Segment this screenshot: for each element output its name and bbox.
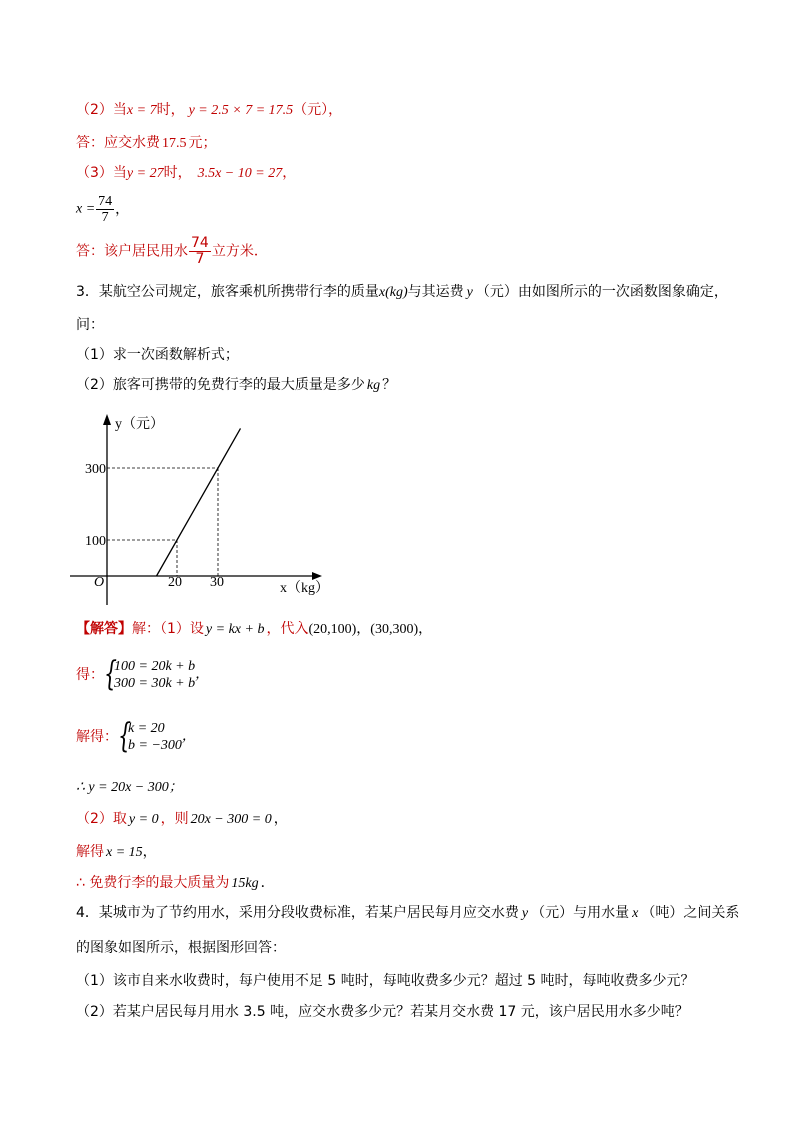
solution-line1: 【解答】解：（1）设 y = kx + b ，代入(20,100)，(30,300)， (76, 621, 433, 637)
part3-answer: 答：该户居民用水 $\frac{74}{7}$ 立方米． (76, 235, 268, 267)
equation-system: { 100 = 20k + b 300 = 30k + b (104, 654, 196, 694)
brace-icon: { (104, 654, 117, 694)
solution-result: ∴ y = 20x − 300； (76, 780, 183, 795)
q3-stem-line1: 3．某航空公司规定，旅客乘机所携带行李的质量x(kg)与其运费 y （元）由如图所示的一次函数图象确定， (76, 284, 728, 300)
part2-line1: （2）当x = 7时， y = 2.5 × 7 = 17.5（元）， (76, 102, 343, 118)
solution-system2: 解得： { k = 20 b = −300 ， (76, 716, 196, 756)
y-axis-arrow-icon (103, 414, 111, 425)
solution-part2: （2）取 y = 0 ，则 20x − 300 = 0 ， (76, 811, 288, 827)
equation-system: { k = 20 b = −300 (118, 716, 182, 756)
answer-tag: 【解答】 (76, 621, 132, 637)
x-axis-arrow-icon (312, 572, 322, 580)
x-tick-label: 30 (210, 575, 224, 590)
axes (70, 414, 322, 605)
fraction: $\frac{74}{7}$ (98, 194, 113, 225)
x-axis-label: x（kg） (280, 581, 329, 596)
solution-conclusion: ∴ 免费行李的最大质量为 15kg ． (76, 875, 275, 891)
q3-sub2: （2）旅客可携带的免费行李的最大质量是多少 kg ？ (76, 377, 397, 393)
q4-stem-line2: 的图象如图所示，根据图形回答： (76, 940, 286, 956)
solution-system1: 得： { 100 = 20k + b 300 = 30k + b ， (76, 654, 210, 694)
y-axis-label: y（元） (115, 417, 164, 432)
part3-line2: x = $\frac{74}{7}$ ， (76, 194, 130, 225)
brace-icon: { (118, 716, 131, 756)
q3-sub1: （1）求一次函数解析式； (76, 347, 239, 363)
origin-label: O (94, 575, 105, 590)
part2-answer: 答：应交水费 17.5 元； (76, 135, 217, 151)
q4-stem-line1: 4．某城市为了节约用水，采用分段收费标准，若某户居民每月应交水费 y （元）与用水量 x （吨）之间关系 (76, 905, 740, 921)
q3-stem-line2: 问： (76, 317, 104, 333)
fraction: $\frac{74}{7}$ (191, 235, 209, 267)
y-tick-label: 300 (85, 462, 106, 477)
dashed-guides (107, 468, 218, 576)
solution-solve: 解得 x = 15， (76, 844, 157, 860)
y-tick-label: 100 (85, 534, 106, 549)
function-line (157, 428, 241, 576)
q4-sub2: （2）若某户居民每月用水 3.5 吨，应交水费多少元？若某月交水费 17 元，该户居民用水多少吨？ (76, 1004, 689, 1020)
x-tick-label: 20 (168, 575, 182, 590)
series-line (157, 428, 241, 576)
q4-sub1: （1）该市自来水收费时，每户使用不足 5 吨时，每吨收费多少元？超过 5 吨时，每吨收费多少元？ (76, 973, 695, 989)
linear-function-graph (60, 400, 330, 610)
part3-line1: （3）当y = 27时， 3.5x − 10 = 27， (76, 165, 297, 181)
